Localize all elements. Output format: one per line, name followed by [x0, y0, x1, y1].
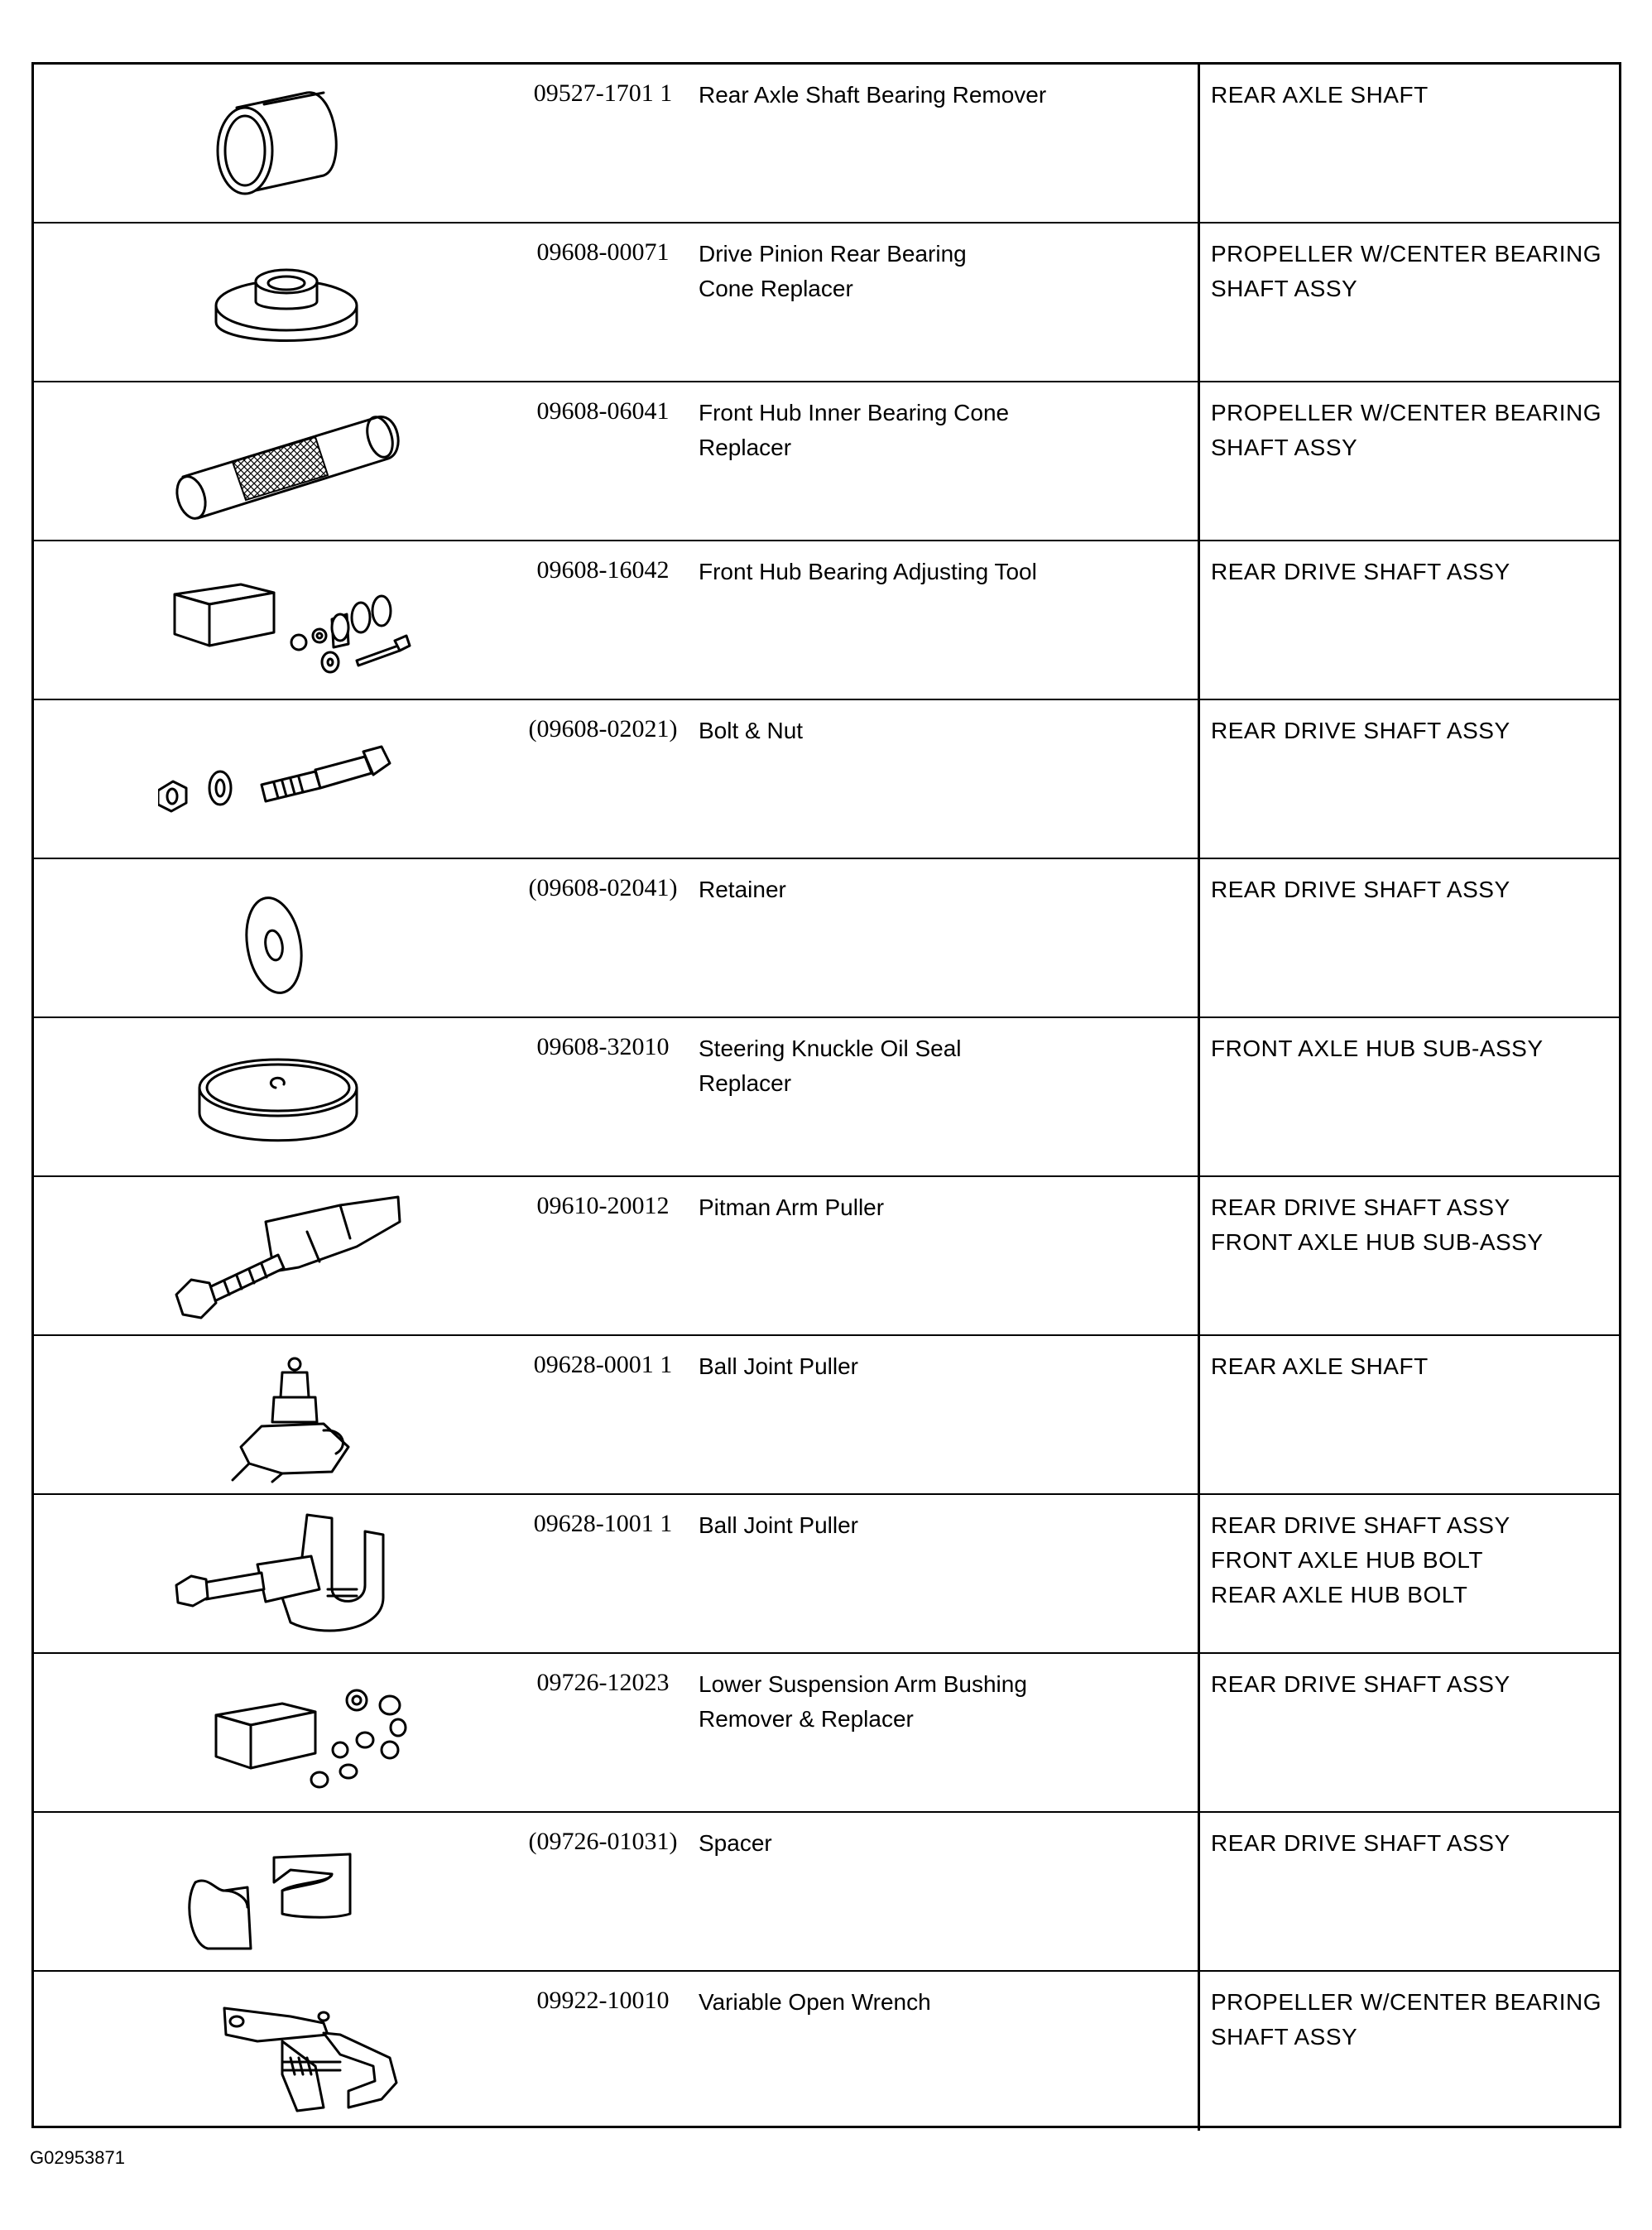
column-divider [1198, 1813, 1200, 1970]
figure-id: G02953871 [30, 2147, 125, 2168]
table-row [34, 1495, 1619, 1654]
column-divider [1198, 541, 1200, 699]
open-wrench-icon [158, 1983, 431, 2120]
column-divider [1198, 1495, 1200, 1652]
ball-joint-puller-icon [158, 1348, 431, 1484]
application-list: REAR DRIVE SHAFT ASSY FRONT AXLE HUB SUB-ASSY [1211, 1194, 1544, 1255]
column-divider [1198, 1177, 1200, 1334]
oil-seal-replacer-icon [158, 1030, 431, 1166]
application-list: PROPELLER W/CENTER BEARING SHAFT ASSY [1211, 241, 1602, 301]
part-number: 09527-1701 1 [533, 79, 673, 107]
application-list: REAR DRIVE SHAFT ASSY [1211, 559, 1510, 584]
application-list: REAR DRIVE SHAFT ASSY [1211, 1671, 1510, 1697]
bearing-remover-icon [158, 76, 431, 213]
application-list: REAR DRIVE SHAFT ASSY FRONT AXLE HUB BOLT REAR AXLE HUB BOLT [1211, 1512, 1510, 1608]
part-number: 09628-1001 1 [533, 1510, 673, 1537]
part-number: 09608-00071 [536, 238, 670, 266]
retainer-washer-icon [158, 871, 431, 1007]
knurled-replacer-icon [158, 394, 431, 531]
table-row [34, 223, 1619, 382]
pitman-arm-puller-icon [158, 1189, 431, 1325]
part-number: 09608-06041 [536, 397, 670, 425]
table-row [34, 1336, 1619, 1495]
table-row [34, 859, 1619, 1018]
bolt-nut-icon [158, 712, 431, 848]
cone-replacer-icon [158, 235, 431, 372]
tool-description: Front Hub Inner Bearing Cone Replacer [699, 400, 1010, 460]
column-divider [1198, 223, 1200, 381]
application-list: FRONT AXLE HUB SUB-ASSY [1211, 1036, 1544, 1061]
special-tools-table [31, 62, 1621, 2128]
column-divider [1198, 382, 1200, 540]
part-number: 09726-12023 [536, 1669, 670, 1696]
tool-description: Rear Axle Shaft Bearing Remover [699, 82, 1047, 108]
part-number: (09608-02021) [528, 715, 678, 743]
table-row [34, 1177, 1619, 1336]
spacer-halves-icon [158, 1824, 431, 1961]
c-clamp-puller-icon [158, 1507, 431, 1643]
table-row [34, 1654, 1619, 1813]
table-row [34, 65, 1619, 223]
tool-description: Variable Open Wrench [699, 1989, 931, 2015]
column-divider [1198, 1018, 1200, 1175]
column-divider [1198, 1654, 1200, 1811]
application-list: REAR DRIVE SHAFT ASSY [1211, 877, 1510, 902]
tool-description: Front Hub Bearing Adjusting Tool [699, 559, 1037, 584]
application-list: REAR AXLE SHAFT [1211, 82, 1429, 108]
tool-description: Drive Pinion Rear Bearing Cone Replacer [699, 241, 967, 301]
table-row [34, 1813, 1619, 1972]
part-number: (09726-01031) [528, 1828, 678, 1855]
part-number: (09608-02041) [528, 874, 678, 901]
column-divider [1198, 859, 1200, 1016]
part-number: 09610-20012 [536, 1192, 670, 1219]
part-number: 09608-32010 [536, 1033, 670, 1060]
column-divider [1198, 65, 1200, 222]
application-list: REAR DRIVE SHAFT ASSY [1211, 1830, 1510, 1856]
application-list: REAR AXLE SHAFT [1211, 1353, 1429, 1379]
table-row [34, 1018, 1619, 1177]
tool-description: Pitman Arm Puller [699, 1194, 885, 1220]
application-list: PROPELLER W/CENTER BEARING SHAFT ASSY [1211, 1989, 1602, 2050]
tool-description: Bolt & Nut [699, 718, 804, 743]
bushing-kit-icon [158, 1665, 431, 1802]
column-divider [1198, 1336, 1200, 1493]
tool-description: Spacer [699, 1830, 772, 1856]
column-divider [1198, 700, 1200, 858]
application-list: REAR DRIVE SHAFT ASSY [1211, 718, 1510, 743]
column-divider [1198, 1972, 1200, 2131]
tool-description: Lower Suspension Arm Bushing Remover & Replacer [699, 1671, 1027, 1732]
table-row [34, 700, 1619, 859]
adjusting-tool-kit-icon [158, 553, 431, 690]
part-number: 09922-10010 [536, 1987, 670, 2014]
table-row [34, 382, 1619, 541]
application-list: PROPELLER W/CENTER BEARING SHAFT ASSY [1211, 400, 1602, 460]
table-row [34, 1972, 1619, 2131]
tool-description: Steering Knuckle Oil Seal Replacer [699, 1036, 962, 1096]
part-number: 09628-0001 1 [533, 1351, 673, 1378]
tool-description: Retainer [699, 877, 786, 902]
tool-description: Ball Joint Puller [699, 1512, 858, 1538]
tool-description: Ball Joint Puller [699, 1353, 858, 1379]
table-row [34, 541, 1619, 700]
part-number: 09608-16042 [536, 556, 670, 584]
